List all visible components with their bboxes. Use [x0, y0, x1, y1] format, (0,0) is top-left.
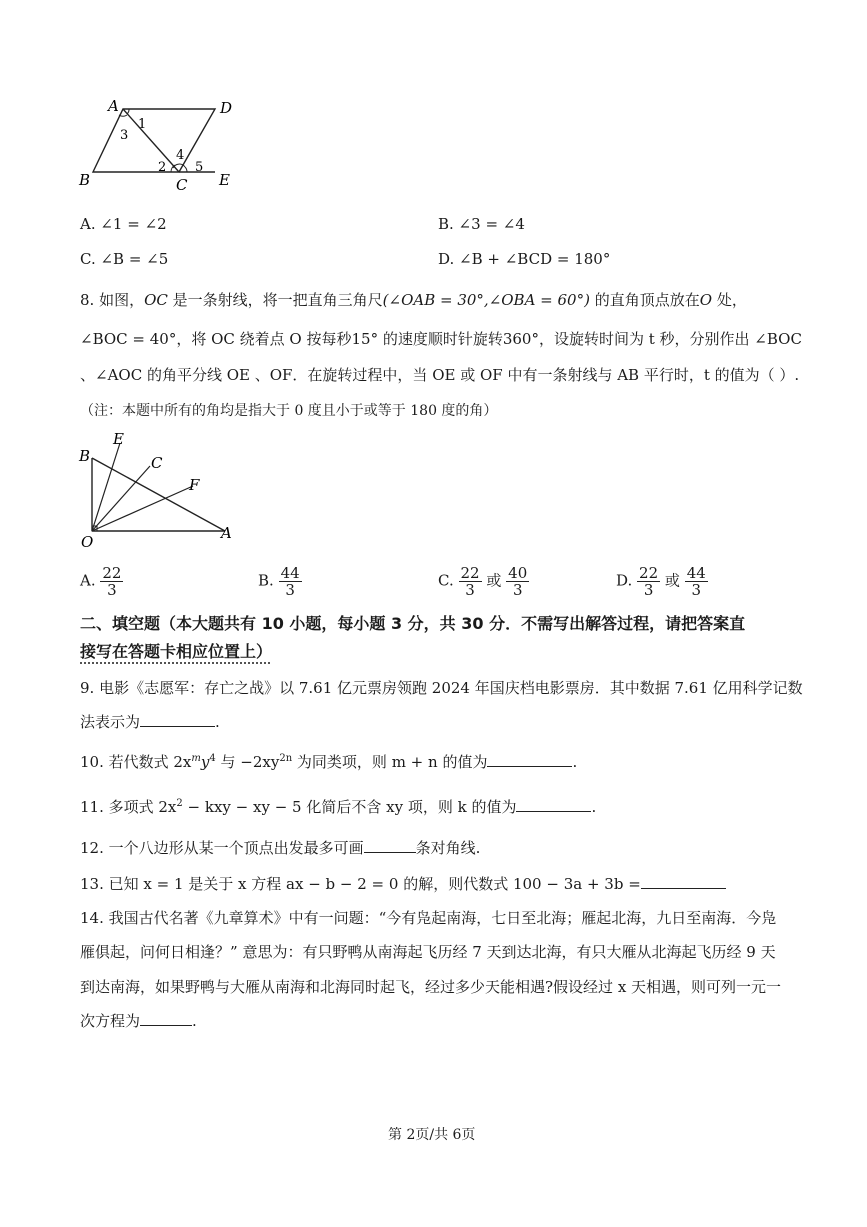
q9-line1: 9. 电影《志愿军：存亡之战》以 7.61 亿元票房领跑 2024 年国庆档电影票房．其中数据 7.61 亿用科学记数 — [80, 679, 803, 697]
q8-option-d — [616, 565, 708, 598]
q11-sup1: 2 — [176, 798, 183, 809]
label-E2: E — [113, 430, 124, 448]
q8-line1c: 是一条射线，将一把直角三角尺 — [167, 291, 383, 309]
q8-option-b-label: B. — [258, 571, 274, 590]
numerator: 22 — [460, 564, 480, 582]
q10-a: 10. 若代数式 2x — [80, 753, 192, 771]
q12 — [80, 837, 480, 858]
q14-line4 — [80, 1010, 197, 1031]
angle-1: 1 — [138, 117, 147, 132]
numerator: 22 — [102, 564, 122, 582]
numerator: 44 — [686, 564, 706, 582]
q10-c: 与 −2xy — [215, 753, 280, 771]
q9-end: . — [215, 713, 220, 731]
answer-blank[interactable] — [364, 838, 416, 853]
q8-note: （注：本题中所有的角均是指大于 0 度且小于或等于 180 度的角） — [80, 403, 498, 419]
denominator: 3 — [285, 581, 295, 599]
q13-a: 13. 已知 x = 1 是关于 x 方程 ax − b − 2 = 0 的解，则代数式 100 − 3a + 3b = — [80, 875, 641, 893]
q8-option-a-label: A. — [80, 571, 96, 590]
denominator: 3 — [512, 581, 523, 599]
answer-blank[interactable] — [641, 874, 726, 889]
denominator: 3 — [465, 581, 475, 599]
q10 — [80, 751, 577, 772]
q11-a: 11. 多项式 2x — [80, 798, 177, 816]
q8-line3: 、∠AOC 的角平分线 OE 、OF．在旋转过程中，当 OE 或 OF 中有一条射线与 AB 平行时，t 的值为（ ）. — [80, 366, 800, 384]
fraction — [459, 565, 482, 598]
page-footer: 第 2页/共 6页 — [388, 1127, 476, 1143]
q11-end: . — [591, 798, 597, 816]
q10-end: . — [572, 753, 578, 771]
label-C2: C — [151, 454, 163, 472]
q14-end: . — [192, 1012, 197, 1030]
label-B: B — [79, 171, 91, 189]
or-text: 或 — [664, 571, 680, 590]
q14-line4-text: 次方程为 — [80, 1012, 141, 1030]
figure-triangle-rays — [75, 428, 245, 553]
angle-3: 3 — [120, 128, 129, 143]
q8-option-c-label: C. — [438, 571, 454, 590]
q9-line2-text: 法表示为 — [80, 713, 141, 731]
fraction — [637, 565, 660, 598]
section2-heading-line1: 二、填空题（本大题共有 10 小题，每小题 3 分，共 30 分．不需写出解答过程，请把答案直 — [80, 614, 746, 633]
label-F2: F — [189, 476, 200, 494]
angle-2: 2 — [158, 160, 167, 175]
q8-line1e: 的直角顶点放在 — [589, 291, 700, 309]
denominator: 3 — [643, 581, 654, 599]
numerator: 40 — [508, 564, 528, 582]
label-C: C — [176, 176, 188, 194]
answer-blank[interactable] — [487, 752, 572, 767]
q13 — [80, 873, 726, 894]
q7-option-b: B. ∠3 = ∠4 — [438, 215, 525, 233]
q8-option-b — [258, 565, 302, 598]
q10-sup2: 4 — [209, 753, 216, 764]
q7-option-c: C. ∠B = ∠5 — [80, 250, 169, 268]
q8-option-a — [80, 565, 123, 598]
q8-angles: (∠OAB = 30°,∠OBA = 60°) — [382, 291, 590, 309]
fraction — [279, 565, 302, 598]
fraction — [685, 565, 708, 598]
q8-option-c — [438, 565, 529, 598]
q12-b: 条对角线. — [415, 839, 481, 857]
fraction — [100, 565, 123, 598]
q10-d: 为同类项，则 m + n 的值为 — [292, 753, 488, 771]
angle-5: 5 — [195, 160, 204, 175]
q10-sup1: m — [191, 753, 201, 764]
q14-line2: 雁俱起，问何日相逢？” 意思为：有只野鸭从南海起飞历经 7 天到达北海，有只大雁从北海起飞历经 9 天 — [80, 943, 776, 961]
q9-line2 — [80, 711, 220, 732]
q8-option-d-label: D. — [616, 571, 633, 590]
q7-option-d: D. ∠B + ∠BCD = 180° — [438, 250, 611, 268]
q11 — [80, 796, 596, 817]
figure-parallelogram — [75, 95, 255, 195]
answer-blank[interactable] — [516, 797, 591, 812]
label-O2: O — [81, 533, 94, 551]
label-E: E — [219, 171, 230, 189]
q10-b: y — [200, 753, 210, 771]
denominator: 3 — [691, 581, 702, 599]
q8-line1 — [80, 289, 747, 310]
q8-o: O — [699, 291, 713, 309]
q7-option-a: A. ∠1 = ∠2 — [80, 215, 167, 233]
denominator: 3 — [107, 581, 117, 599]
q8-line1a: 8. 如图， — [80, 291, 145, 309]
q14-line3: 到达南海，如果野鸭与大雁从南海和北海同时起飞，经过多少天能相遇?假设经过 x 天相遇，则可列一元一 — [80, 978, 782, 996]
answer-blank[interactable] — [140, 1011, 192, 1026]
q8-line1g: 处， — [712, 291, 747, 309]
numerator: 44 — [280, 564, 300, 582]
label-D: D — [220, 99, 233, 117]
q14-line1: 14. 我国古代名著《九章算术》中有一问题：“今有凫起南海，七日至北海；雁起北海，九日至南海．今凫 — [80, 909, 777, 927]
q11-b: − kxy − xy − 5 化简后不含 xy 项，则 k 的值为 — [182, 798, 517, 816]
numerator: 22 — [639, 564, 659, 582]
fraction — [506, 565, 529, 598]
answer-blank[interactable] — [140, 712, 215, 727]
q8-oc: OC — [144, 291, 168, 309]
section2-heading-line2: 接写在答题卡相应位置上） — [80, 642, 273, 661]
angle-4: 4 — [176, 148, 185, 163]
label-A: A — [108, 97, 119, 115]
label-A2: A — [221, 524, 232, 542]
label-B2: B — [79, 447, 91, 465]
q10-sup3: 2n — [279, 753, 293, 764]
or-text: 或 — [486, 571, 502, 590]
q12-a: 12. 一个八边形从某一个顶点出发最多可画 — [80, 839, 364, 857]
q8-line2: ∠BOC = 40°，将 OC 绕着点 O 按每秒15° 的速度顺时针旋转360°，设旋转时间为 t 秒，分别作出 ∠BOC — [80, 330, 802, 348]
